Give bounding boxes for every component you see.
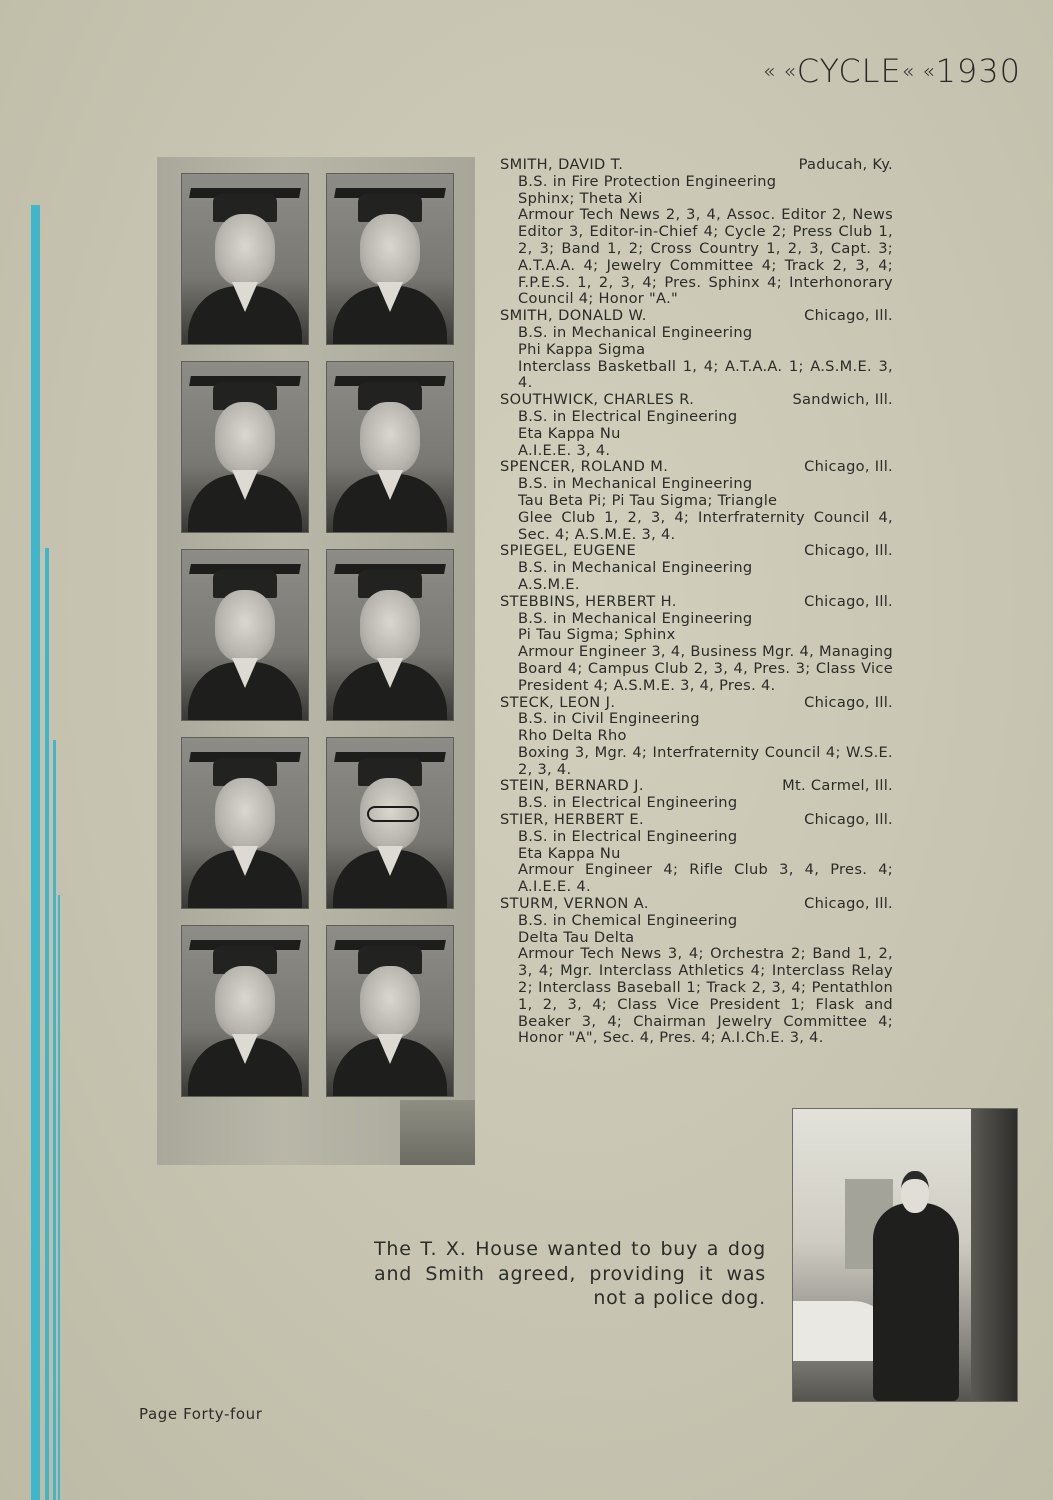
entry-degree: B.S. in Fire Protection Engineering: [518, 172, 777, 190]
entry-societies: Eta Kappa Nu: [518, 424, 621, 442]
header-title: CYCLE: [796, 52, 902, 90]
entry-degree: B.S. in Electrical Engineering: [518, 407, 738, 425]
entry-name: SMITH, DAVID T.: [500, 156, 624, 173]
portrait-photo: [326, 925, 454, 1097]
header-guillemets: « «: [762, 59, 797, 83]
entry-hometown: Chicago, Ill.: [804, 592, 893, 610]
entry-hometown: Chicago, Ill.: [804, 895, 893, 913]
entry-stebbins: [500, 594, 893, 695]
portrait-photo: [181, 549, 309, 721]
entry-activities: A.S.M.E.: [518, 575, 580, 593]
entry-hometown: Chicago, Ill.: [804, 693, 893, 711]
portrait-photo: [326, 737, 454, 909]
header-year: 1930: [935, 52, 1021, 90]
portrait-photo: [181, 173, 309, 345]
entry-hometown: Mt. Carmel, Ill.: [782, 777, 893, 795]
decorative-stripe: [53, 740, 56, 1500]
entry-societies: Delta Tau Delta: [518, 928, 635, 946]
candid-caption: The T. X. House wanted to buy a dog and Smith agreed, providing it was not a police dog.: [374, 1238, 766, 1309]
entry-activities: Armour Engineer 4; Rifle Club 3, 4, Pres. 4; A.I.E.E. 4.: [518, 861, 893, 896]
entry-name: STEIN, BERNARD J.: [500, 777, 644, 795]
portrait-photo: [326, 173, 454, 345]
entry-societies: Phi Kappa Sigma: [518, 340, 646, 358]
entry-hometown: Chicago, Ill.: [804, 542, 893, 560]
entry-spencer: [500, 459, 893, 543]
decorative-stripe: [58, 895, 60, 1500]
entry-name: STEBBINS, HERBERT H.: [500, 592, 677, 610]
entry-societies: Sphinx; Theta Xi: [518, 189, 643, 207]
portrait-photo: [326, 361, 454, 533]
entry-name: SMITH, DONALD W.: [500, 307, 647, 325]
entry-activities: Armour Tech News 3, 4; Orchestra 2; Band 1, 2, 3, 4; Mgr. Interclass Athletics 4; Interclass Relay 2; Interclass Baseball 1; Track 2, 3, 4; Pentathlon 1, 2, 3, 4; Class Vice President 1; Flask and Beaker 3, 4; Chairman Jewelry Committee 4; Honor "A", Sec. 4, Pres. 4; A.I.Ch.E. 3, 4.: [518, 945, 893, 1047]
entry-steck: [500, 695, 893, 779]
entry-name: STURM, VERNON A.: [500, 895, 649, 913]
entry-stier: [500, 812, 893, 896]
entry-degree: B.S. in Mechanical Engineering: [518, 559, 753, 577]
entry-spiegel: [500, 543, 893, 593]
decorative-stripe: [31, 205, 40, 1500]
entry-name: STECK, LEON J.: [500, 693, 616, 711]
entry-degree: B.S. in Civil Engineering: [518, 710, 700, 728]
entry-sturm: [500, 896, 893, 1047]
entry-degree: B.S. in Mechanical Engineering: [518, 609, 753, 627]
entry-degree: B.S. in Electrical Engineering: [518, 827, 738, 845]
entry-smith-david: [500, 157, 893, 308]
entry-smith-donald: [500, 308, 893, 392]
portrait-photo: [181, 361, 309, 533]
entry-name: SOUTHWICK, CHARLES R.: [500, 391, 695, 409]
entry-name: SPIEGEL, EUGENE: [500, 542, 637, 560]
portrait-photo: [326, 549, 454, 721]
entry-societies: Eta Kappa Nu: [518, 844, 621, 862]
entry-activities: Interclass Basketball 1, 4; A.T.A.A. 1; A.S.M.E. 3, 4.: [518, 357, 893, 392]
entry-degree: B.S. in Chemical Engineering: [518, 911, 738, 929]
entry-hometown: Chicago, Ill.: [804, 307, 893, 325]
entry-degree: B.S. in Mechanical Engineering: [518, 475, 753, 493]
entry-degree: B.S. in Mechanical Engineering: [518, 323, 753, 341]
entry-degree: B.S. in Electrical Engineering: [518, 794, 738, 812]
entry-societies: Pi Tau Sigma; Sphinx: [518, 626, 676, 644]
entry-activities: Glee Club 1, 2, 3, 4; Interfraternity Council 4, Sec. 4; A.S.M.E. 3, 4.: [518, 508, 893, 543]
entry-activities: Boxing 3, Mgr. 4; Interfraternity Council 4; W.S.E. 2, 3, 4.: [518, 743, 893, 778]
entry-activities: Armour Engineer 3, 4, Business Mgr. 4, Managing Board 4; Campus Club 2, 3, 4, Pres. 3; Class Vice President 4; A.S.M.E. 3, 4, Pres. 4.: [518, 643, 893, 694]
entry-activities: A.I.E.E. 3, 4.: [518, 441, 611, 459]
portrait-panel: [157, 157, 475, 1165]
photo-panel-edge: [400, 1100, 475, 1165]
entry-hometown: Paducah, Ky.: [798, 156, 893, 173]
entry-southwick: [500, 392, 893, 459]
entry-name: SPENCER, ROLAND M.: [500, 458, 669, 476]
page-number: Page Forty-four: [139, 1405, 263, 1423]
entry-stein: [500, 778, 893, 812]
entry-societies: Rho Delta Rho: [518, 727, 627, 745]
portrait-photo: [181, 925, 309, 1097]
entry-hometown: Chicago, Ill.: [804, 458, 893, 476]
entry-activities: Armour Tech News 2, 3, 4, Assoc. Editor 2, News Editor 3, Editor-in-Chief 4; Cycle 2; Press Club 1, 2, 3; Band 1, 2; Cross Country 1, 2, 3, Capt. 3; A.T.A.A. 4; Jewelry Committee 4; Track 2, 3, 4; F.P.E.S. 1, 2, 3, 4; Pres. Sphinx 4; Interhonorary Council 4; Honor "A.": [518, 206, 893, 308]
portrait-photo: [181, 737, 309, 909]
candid-photo: [792, 1108, 1018, 1402]
page-header: [763, 52, 1021, 90]
entry-hometown: Chicago, Ill.: [804, 811, 893, 829]
senior-entries: [500, 157, 893, 1047]
decorative-stripe: [45, 548, 49, 1500]
entry-hometown: Sandwich, Ill.: [792, 391, 893, 409]
header-guillemets: « «: [901, 59, 936, 83]
entry-societies: Tau Beta Pi; Pi Tau Sigma; Triangle: [518, 491, 778, 509]
entry-name: STIER, HERBERT E.: [500, 811, 644, 829]
